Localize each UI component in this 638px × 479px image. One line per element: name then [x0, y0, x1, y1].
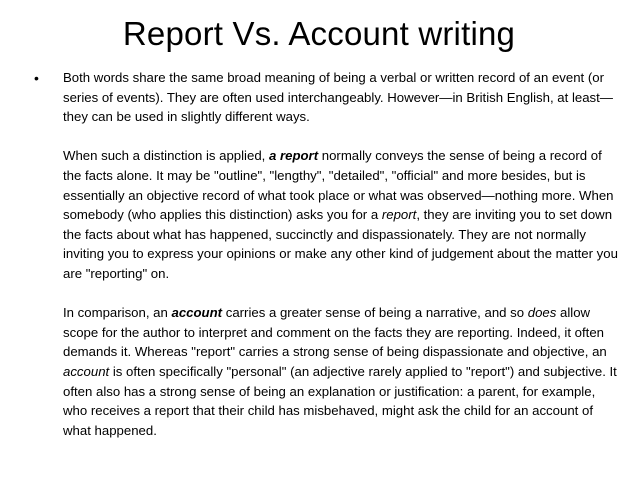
paragraph-account-text-1: In comparison, an [63, 305, 172, 321]
term-article: a [268, 148, 280, 164]
paragraph-report-text-3: , they are inviting you to set down the facts about what has happened, succinctly and dispassionately. They are not normally inviting you to express your opinions or make any other kind of judgement about the matter you are "reporting" on. [63, 207, 618, 281]
term-a-report [269, 148, 318, 163]
paragraph-account-text-3: allow scope for the author to interpret and comment on the facts they are reporting. Indeed, it often demands it. Whereas "report" carries a strong sense of being dispassionate and objective, an [63, 305, 607, 360]
paragraph-spacer [63, 127, 619, 147]
bullet-icon: • [34, 70, 39, 86]
term-account: account [171, 305, 223, 321]
slide-title: Report Vs. Account writing [122, 15, 516, 52]
term-account-italic: account [63, 363, 110, 379]
slide-body [63, 68, 619, 440]
paragraph-report-text-1: When such a distinction is applied, [63, 148, 269, 164]
term-does: does [527, 305, 557, 321]
term-report: report [279, 148, 319, 164]
term-report-italic: report [381, 207, 417, 223]
paragraph-account-text-2: carries a greater sense of being a narrative, and so [222, 305, 528, 321]
paragraph-spacer [63, 284, 619, 304]
paragraph-report-text-2: normally conveys the sense of being a record of the facts alone. It may be "outline", "lengthy", "detailed", "official" and more besides, but is essentially an objective record of what took place or what was observed—nothing more. When somebody (who applies this distinction) asks you for a [63, 148, 614, 223]
paragraph-account [63, 303, 619, 440]
paragraph-account-text-4: is often specifically "personal" (an adjective rarely applied to "report") and subjective. It often also has a strong sense of being an explanation or justification: a parent, for example, who receives a report that their child has misbehaved, might ask the child for an account of what happened. [63, 363, 617, 438]
paragraph-definition: Both words share the same broad meaning of being a verbal or written record of an event (or series of events). They are often used interchangeably. However—in British English, at least—they can be used in slightly different ways. [63, 70, 613, 125]
paragraph-report [63, 146, 619, 283]
